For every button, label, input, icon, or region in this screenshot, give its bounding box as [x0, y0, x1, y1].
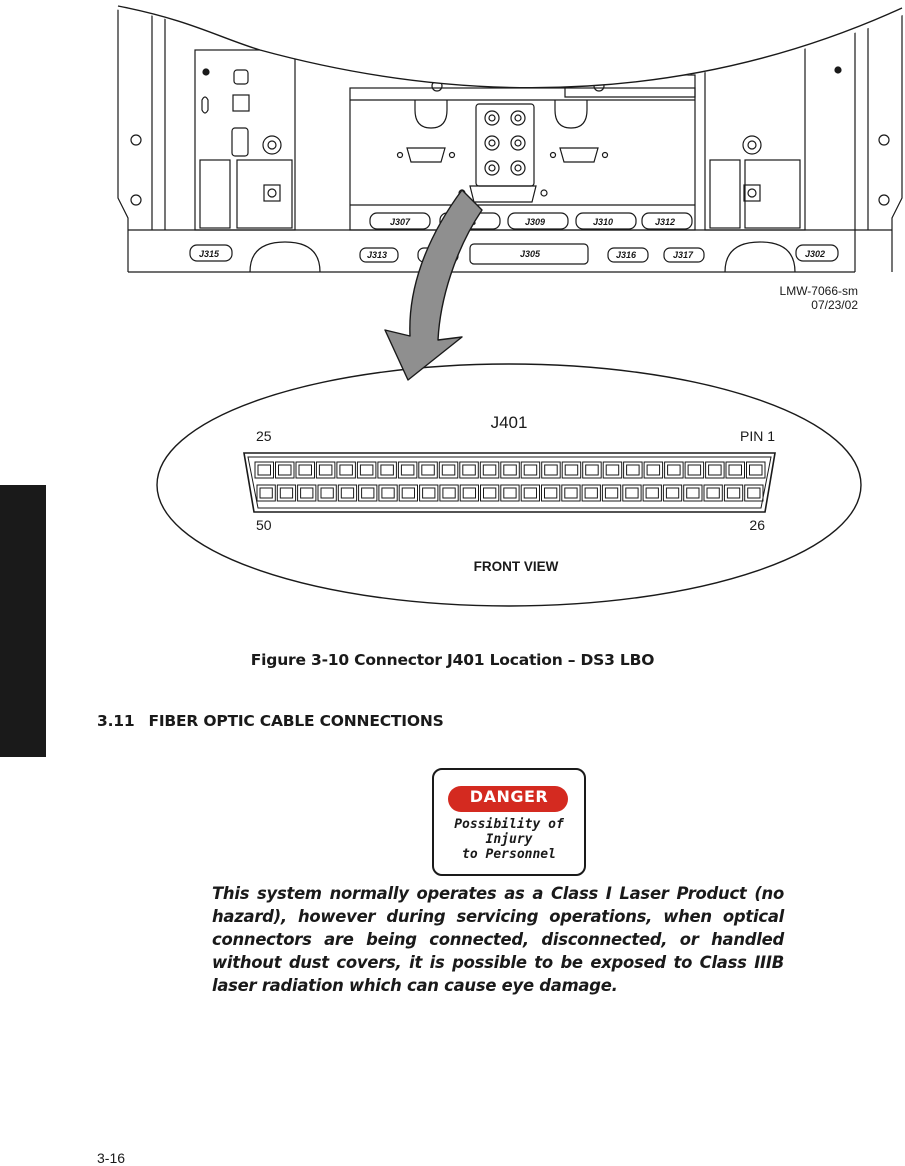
pin-1-label: PIN 1 — [739, 428, 775, 444]
danger-sign — [432, 768, 586, 876]
pin-26-label: 26 — [749, 517, 765, 533]
drawing-id: LMW-7066-sm — [779, 284, 858, 298]
label-j313: J313 — [366, 250, 388, 260]
label-j302: J302 — [804, 249, 826, 259]
label-j305: J305 — [519, 249, 541, 259]
connector-name: J401 — [490, 413, 528, 432]
page-number: 3-16 — [97, 1150, 126, 1166]
label-j317: J317 — [672, 250, 694, 260]
pin-50-label: 50 — [256, 517, 272, 533]
panel-connector-labels — [199, 217, 825, 260]
front-view-label: FRONT VIEW — [473, 559, 559, 574]
danger-line-2: Injury — [485, 832, 533, 847]
danger-line-1: Possibility of — [454, 817, 564, 832]
section-heading — [97, 712, 444, 730]
label-j315: J315 — [198, 249, 220, 259]
pin-25-label: 25 — [256, 428, 272, 444]
label-j307: J307 — [389, 217, 411, 227]
drawing-date: 07/23/02 — [811, 298, 858, 312]
label-j310: J310 — [592, 217, 614, 227]
danger-line-3: to Personnel — [462, 847, 556, 862]
danger-word: DANGER — [469, 787, 549, 806]
bnc-connectors — [485, 111, 525, 175]
label-j316: J316 — [615, 250, 637, 260]
section-number: 3.11 — [97, 712, 135, 730]
label-j309: J309 — [524, 217, 546, 227]
label-j312: J312 — [654, 217, 676, 227]
laser-warning-text: This system normally operates as a Class I Laser Product (no hazard), however during servicing operations, when optical connectors are being connected, disconnected, or handled without dust covers, it is possible to be exposed to Class IIIB laser radiation which can cause eye damage. — [212, 884, 784, 995]
figure-caption: Figure 3-10 Connector J401 Location – DS3 LBO — [250, 651, 655, 669]
section-title: FIBER OPTIC CABLE CONNECTIONS — [148, 712, 444, 730]
